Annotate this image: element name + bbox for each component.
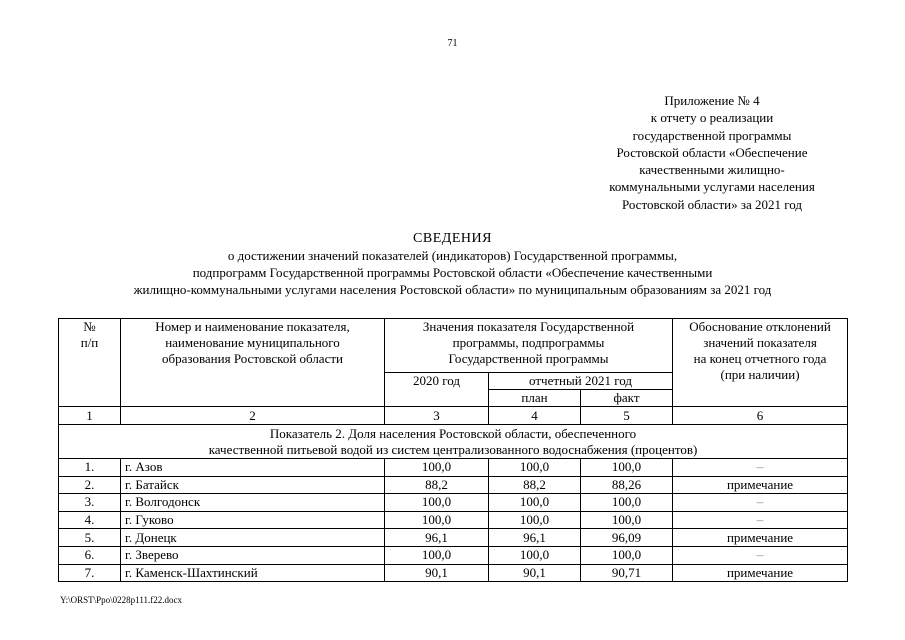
row-value-2020: 100,0 (385, 494, 489, 512)
col-number: 5 (581, 407, 673, 425)
header-year-2021: отчетный 2021 год (489, 373, 673, 390)
row-value-plan: 96,1 (489, 529, 581, 547)
row-value-fact: 100,0 (581, 459, 673, 477)
col-number: 3 (385, 407, 489, 425)
header-num: № п/п (59, 319, 121, 407)
row-value-2020: 100,0 (385, 459, 489, 477)
appendix-note (588, 92, 836, 213)
col-number: 2 (121, 407, 385, 425)
heading-line: подпрограмм Государственной программы Ростовской области «Обеспечение качественными (192, 265, 713, 280)
table-row (59, 564, 848, 582)
table-row (59, 546, 848, 564)
row-value-fact: 88,26 (581, 476, 673, 494)
row-value-fact: 90,71 (581, 564, 673, 582)
header-plan: план (489, 390, 581, 407)
section-title-row (59, 425, 848, 459)
row-reason: – (673, 459, 848, 477)
row-value-fact: 100,0 (581, 546, 673, 564)
row-value-2020: 90,1 (385, 564, 489, 582)
row-value-plan: 100,0 (489, 546, 581, 564)
row-value-plan: 100,0 (489, 511, 581, 529)
col-number: 6 (673, 407, 848, 425)
row-municipality: г. Зверево (121, 546, 385, 564)
appendix-line: государственной программы (632, 127, 792, 143)
row-value-2020: 100,0 (385, 511, 489, 529)
document-title: СВЕДЕНИЯ (413, 231, 492, 246)
table-row (59, 476, 848, 494)
heading-line: о достижении значений показателей (индикаторов) Государственной программы, (227, 248, 678, 263)
row-municipality: г. Батайск (121, 476, 385, 494)
row-number: 6. (59, 546, 121, 564)
row-reason: – (673, 546, 848, 564)
table-row (59, 511, 848, 529)
row-reason: примечание (673, 476, 848, 494)
header-values: Значения показателя Государственной программы, подпрограммы Государственной программы (385, 319, 673, 373)
header-name: Номер и наименование показателя, наименование муниципального образования Ростовской области (121, 319, 385, 407)
row-value-plan: 100,0 (489, 459, 581, 477)
table-row (59, 459, 848, 477)
row-number: 2. (59, 476, 121, 494)
row-municipality: г. Донецк (121, 529, 385, 547)
row-value-plan: 100,0 (489, 494, 581, 512)
page-number: 71 (447, 38, 458, 49)
appendix-line: к отчету о реализации (650, 110, 774, 126)
indicators-table (58, 318, 848, 582)
appendix-line: коммунальными услугами населения (609, 179, 815, 195)
row-value-plan: 88,2 (489, 476, 581, 494)
row-value-2020: 96,1 (385, 529, 489, 547)
row-value-fact: 96,09 (581, 529, 673, 547)
row-municipality: г. Гуково (121, 511, 385, 529)
file-path-footer: Y:\ORST\Ppo\0228p111.f22.docx (60, 595, 183, 605)
col-number: 4 (489, 407, 581, 425)
header-reason: Обоснование отклонений значений показателя на конец отчетного года (при наличии) (673, 319, 848, 407)
section-title: Показатель 2. Доля населения Ростовской области, обеспеченного качественной питьевой водой из систем централизованного водоснабжения (процентов) (59, 425, 848, 459)
row-value-fact: 100,0 (581, 511, 673, 529)
heading-line: жилищно-коммунальными услугами населения Ростовской области» по муниципальным образованиям за 2021 год (133, 282, 772, 297)
header-year-2020: 2020 год (385, 373, 489, 407)
row-value-2020: 100,0 (385, 546, 489, 564)
appendix-line: качественными жилищно- (639, 162, 785, 178)
document-heading (0, 230, 905, 298)
row-reason: – (673, 511, 848, 529)
row-municipality: г. Волгодонск (121, 494, 385, 512)
row-number: 4. (59, 511, 121, 529)
col-number: 1 (59, 407, 121, 425)
table-row (59, 494, 848, 512)
row-reason: – (673, 494, 848, 512)
header-fact: факт (581, 390, 673, 407)
table-row (59, 529, 848, 547)
row-reason: примечание (673, 529, 848, 547)
row-number: 1. (59, 459, 121, 477)
row-reason: примечание (673, 564, 848, 582)
row-value-plan: 90,1 (489, 564, 581, 582)
row-municipality: г. Азов (121, 459, 385, 477)
column-number-row (59, 407, 848, 425)
row-number: 7. (59, 564, 121, 582)
row-number: 3. (59, 494, 121, 512)
appendix-line: Ростовской области «Обеспечение (616, 144, 808, 160)
row-value-fact: 100,0 (581, 494, 673, 512)
appendix-line: Приложение № 4 (664, 93, 760, 108)
row-value-2020: 88,2 (385, 476, 489, 494)
row-municipality: г. Каменск-Шахтинский (121, 564, 385, 582)
appendix-line: Ростовской области» за 2021 год (621, 196, 803, 212)
row-number: 5. (59, 529, 121, 547)
